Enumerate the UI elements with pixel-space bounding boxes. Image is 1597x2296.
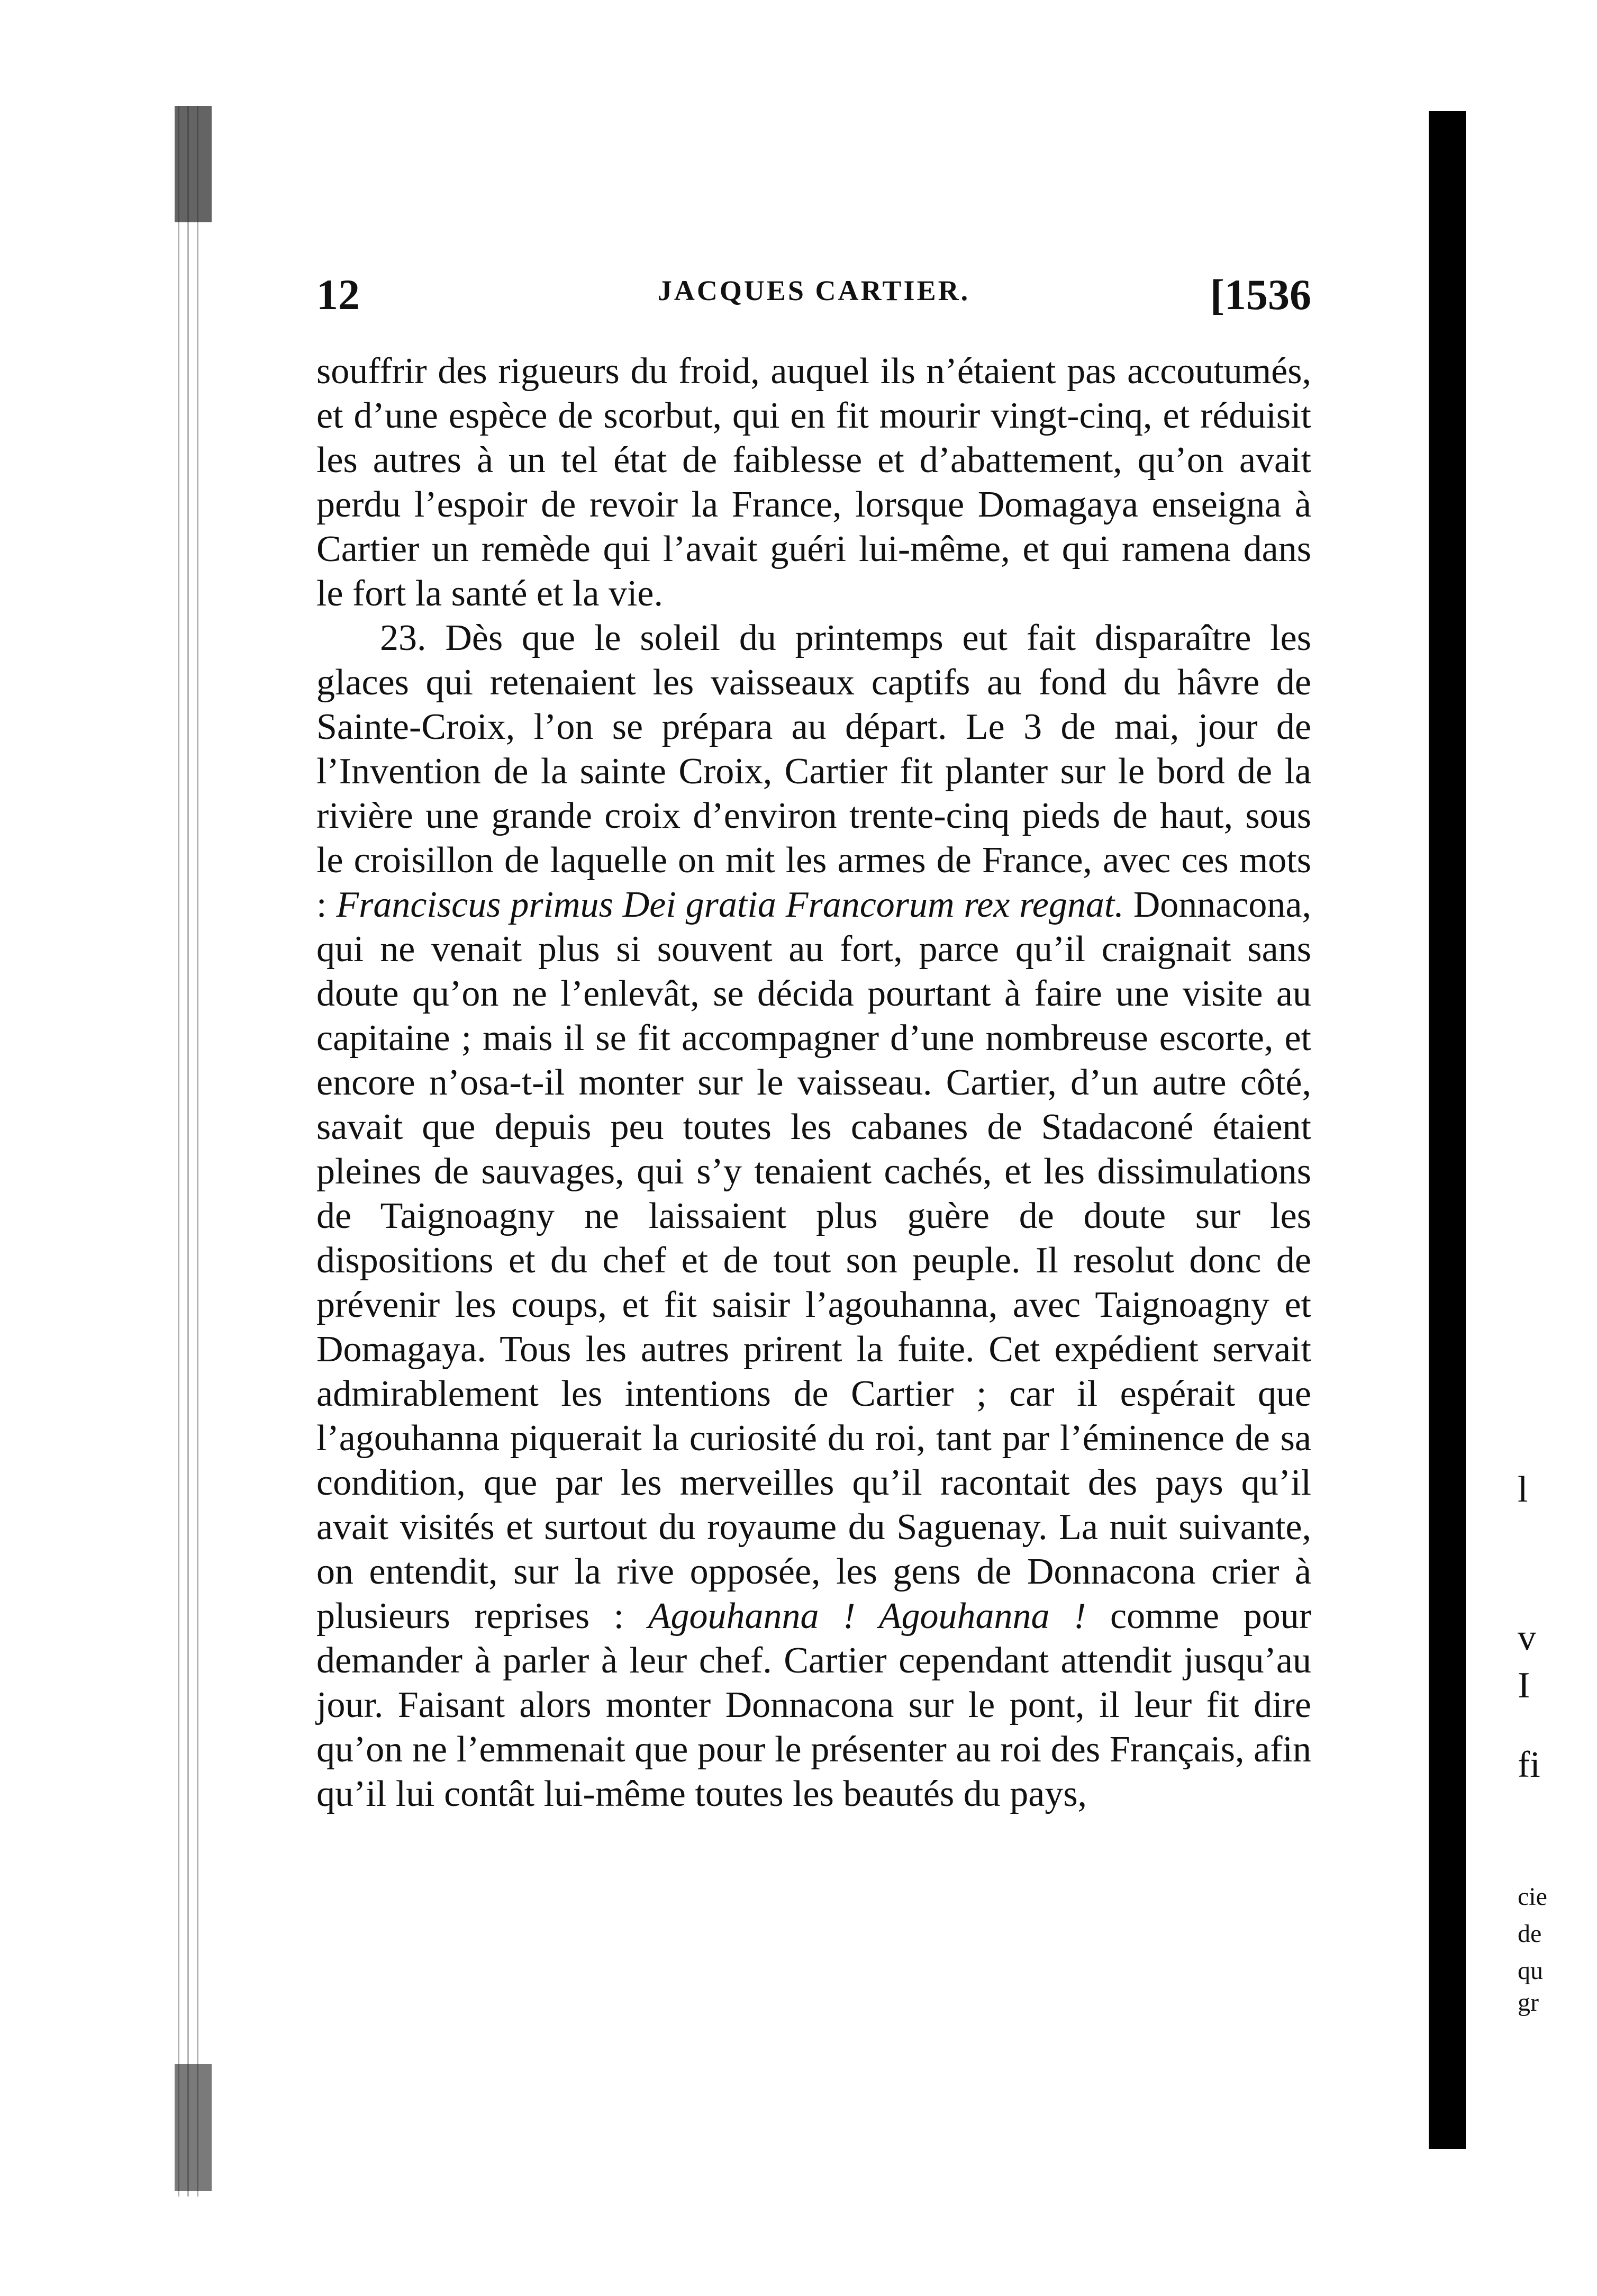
margin-bleed-text: cie [1518, 1883, 1547, 1911]
margin-bleed-text: gr [1518, 1988, 1539, 2017]
margin-bleed-text: qu [1518, 1957, 1543, 1985]
body-text [316, 349, 1311, 1816]
paragraph-23 [316, 616, 1311, 1816]
book-page [316, 270, 1311, 1816]
scan-page-edge-right [1429, 111, 1466, 2149]
scan-binding-shadow-bottom [175, 2064, 212, 2191]
margin-bleed-text: I [1518, 1665, 1530, 1706]
paragraph-text: comme pour demander à parler à leur chef. Cartier cependant attendit jusqu’au jour. Faisant alors monter Donnacona sur le pont, il leur fit dire qu’on ne l’emmenait que pour le présenter au roi des Français, afin qu’il lui contât lui-même toutes les beautés du pays, [316, 1596, 1311, 1814]
paragraph-text: Donnacona, qui ne venait plus si souvent au fort, parce qu’il craignait sans doute qu’on ne l’enlevât, se décida pourtant à faire une visite au capitaine ; mais il se fit accompagner d’une nombreuse escorte, et encore n’osa-t-il monter sur le vaisseau. Cartier, d’un autre côté, savait que depuis peu toutes les cabanes de Stadaconé étaient pleines de sauvages, qui s’y tenaient cachés, et les dissimulations de Taignoagny ne laissaient plus guère de doute sur les dispositions et du chef et de tout son peuple. Il resolut donc de prévenir les coups, et fit saisir l’agouhanna, avec Taignoagny et Domagaya. Tous les autres prirent la fuite. Cet expédient servait admirablement les intentions de Cartier ; car il espérait que l’agouhanna piquerait la curiosité du roi, tant par l’éminence de sa condition, que par les merveilles qu’il racontait des pays qu’il avait visités et surtout du royaume du Saguenay. La nuit suivante, on entendit, sur la rive opposée, les gens de Donnacona crier à plusieurs reprises : [316, 884, 1311, 1637]
margin-bleed-text: v [1518, 1617, 1536, 1658]
margin-bleed-text: fi [1518, 1744, 1540, 1785]
scan-binding-shadow-top [175, 106, 212, 222]
scan-binding-edge-left [175, 106, 206, 2196]
page-number: 12 [316, 270, 360, 319]
quoted-cry: Agouhanna ! Agouhanna ! [648, 1596, 1086, 1637]
running-title: JACQUES CARTIER. [657, 275, 970, 306]
year-marker: [1536 [1210, 270, 1311, 319]
margin-bleed-text: de [1518, 1920, 1542, 1948]
paragraph-text: 23. Dès que le soleil du printemps eut fait disparaître les glaces qui retenaient les vaisseaux captifs au fond du hâvre de Sainte-Croix, l’on se prépara au départ. Le 3 de mai, jour de l’Invention de la sainte Croix, Cartier fit planter sur le bord de la rivière une grande croix d’environ trente-cinq pieds de haut, sous le croisillon de laquelle on mit les armes de France, avec ces mots : [316, 618, 1311, 925]
latin-inscription: Franciscus primus Dei gratia Francorum rex regnat. [336, 884, 1124, 925]
running-head [316, 270, 1311, 323]
margin-bleed-text: l [1518, 1469, 1528, 1510]
paragraph-continuation: souffrir des rigueurs du froid, auquel ils n’étaient pas accoutumés, et d’une espèce de scorbut, qui en fit mourir vingt-cinq, et réduisit les autres à un tel état de faiblesse et d’abattement, qu’on avait perdu l’espoir de revoir la France, lorsque Domagaya enseigna à Cartier un remède qui l’avait guéri lui-même, et qui ramena dans le fort la santé et la vie. [316, 351, 1311, 614]
